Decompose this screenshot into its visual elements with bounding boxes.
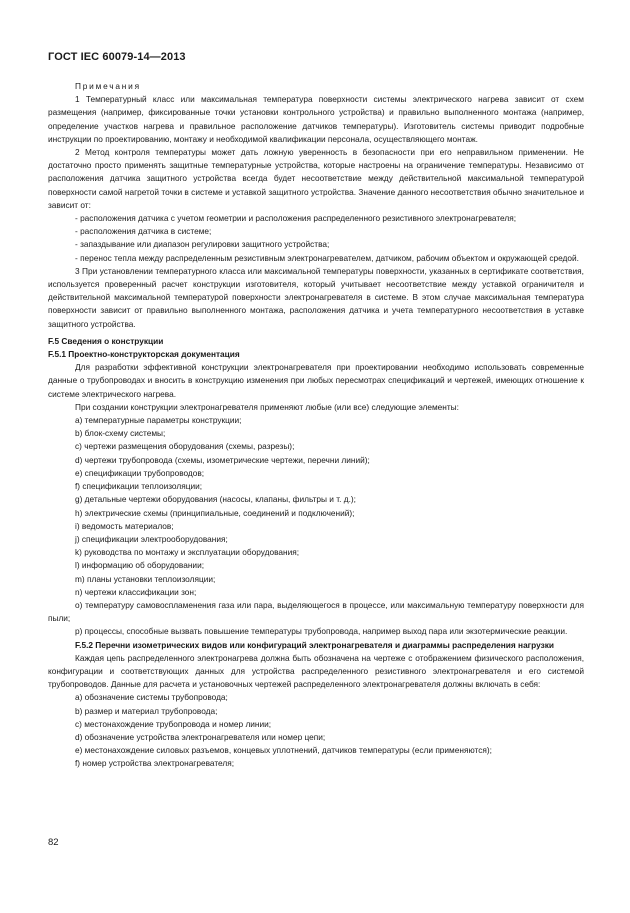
section-heading-f52: F.5.2 Перечни изометрических видов или конфигураций электронагревателя и диаграммы распределения нагрузки xyxy=(75,639,554,650)
page-number: 82 xyxy=(48,837,59,848)
note-2-item: - запаздывание или диапазон регулировки защитного устройства; xyxy=(75,239,330,250)
list-item: f) спецификации теплоизоляции; xyxy=(75,481,203,492)
note-2-item: - расположения датчика с учетом геометрии и расположения распределенного резистивного электронагревателя; xyxy=(75,213,517,224)
list-item: l) информацию об оборудовании; xyxy=(75,560,205,571)
list-item: e) местонахождение силовых разъемов, концевых уплотнений, датчиков температуры (если применяются); xyxy=(75,745,492,756)
list-item: o) температуру самовоспламенения газа или пара, выделяющегося в процессе, или максимальную температуру поверхности для пыли; xyxy=(48,599,584,624)
list-item: m) планы установки теплоизоляции; xyxy=(75,573,216,584)
list-item: a) обозначение системы трубопровода; xyxy=(75,692,228,703)
list-item: b) блок-схему системы; xyxy=(75,428,166,439)
list-item: j) спецификации электрооборудования; xyxy=(75,533,228,544)
list-item: i) ведомость материалов; xyxy=(75,520,174,531)
section-heading-f51: F.5.1 Проектно-конструкторская документация xyxy=(48,349,240,360)
list-item: h) электрические схемы (принципиальные, соединений и подключений); xyxy=(75,507,355,518)
note-2: 2 Метод контроля температуры может дать ложную уверенность в безопасности при его неправильном применении. Не достаточно просто применять защитные температурные устройства, которые настроены на ограничение температуры. Независимо от расположения датчика защитного устройства всегда будет несоответствие между действительной максимальной температурой поверхности самой нагретой точки в системе и уставкой защитного устройства. Значение данного несоответствия обычно значительное и зависит от: xyxy=(48,147,584,210)
paragraph: Каждая цепь распределенного электронагрева должна быть обозначена на чертеже с отображением физического расположения, конфигурации и соответствующих данных для устройства распределенного резистивного электронагревателя и его системой трубопроводов. Данные для расчета и установочных чертежей распределенного электронагревателя должны включать в себя: xyxy=(48,652,584,690)
note-3: 3 При установлении температурного класса или максимальной температуры поверхности, указанных в сертификате соответствия, используется проверенный расчет конструкции изготовителя, который учитывает несоответствие между уставкой ограничителя и действительной максимальной температурой поверхности электронагревателя в системе. В этом случае максимальная температура поверхности зависит от правильно выполненного монтажа, расположения датчика и учета температурного несоответствия в уставке защитного устройства. xyxy=(48,265,584,329)
list-item: p) процессы, способные вызвать повышение температуры трубопровода, например выход пара или экзотермические реакции. xyxy=(75,626,568,637)
notes-title: Примечания xyxy=(75,81,141,91)
list-item: d) обозначение устройства электронагревателя или номер цепи; xyxy=(75,731,326,742)
section-heading-f5: F.5 Сведения о конструкции xyxy=(48,335,164,346)
list-item: n) чертежи классификации зон; xyxy=(75,586,197,597)
document-body xyxy=(48,80,584,771)
standard-header: ГОСТ IEC 60079-14—2013 xyxy=(48,51,186,63)
list-item: k) руководства по монтажу и эксплуатации оборудования; xyxy=(75,547,300,558)
note-2-item: - перенос тепла между распределенным резистивным электронагревателем, датчиком, рабочим объектом и окружающей средой. xyxy=(75,252,579,263)
note-2-item: - расположения датчика в системе; xyxy=(75,226,212,237)
list-item: b) размер и материал трубопровода; xyxy=(75,705,218,716)
note-1: 1 Температурный класс или максимальная температура поверхности системы электрического нагрева зависит от схем размещения (например, фиксированные точки установки контрольного устройства) и правильно выполненного монтажа (например, определение участков нагрева и правильное расположение датчиков температуры). Изготовитель системы приводит подробные инструкции по проектированию, монтажу и необходимой квалификации персонала, осуществляющего монтаж. xyxy=(48,94,584,144)
list-item: f) номер устройства электронагревателя; xyxy=(75,758,234,769)
list-item: c) чертежи размещения оборудования (схемы, разрезы); xyxy=(75,441,295,452)
paragraph: Для разработки эффективной конструкции электронагревателя при проектировании необходимо использовать современные данные о трубопроводах и вносить в конструкцию изменения при любых пересмотрах спецификаций и чертежей, имеющих отношение к системе электрического нагрева. xyxy=(48,362,584,399)
paragraph: При создании конструкции электронагревателя применяют любые (или все) следующие элементы: xyxy=(75,401,459,412)
list-item: d) чертежи трубопровода (схемы, изометрические чертежи, перечни линий); xyxy=(75,454,370,465)
list-item: a) температурные параметры конструкции; xyxy=(75,415,242,426)
list-item: g) детальные чертежи оборудования (насосы, клапаны, фильтры и т. д.); xyxy=(75,494,356,505)
list-item: e) спецификации трубопроводов; xyxy=(75,467,205,478)
list-item: c) местонахождение трубопровода и номер линии; xyxy=(75,718,272,729)
